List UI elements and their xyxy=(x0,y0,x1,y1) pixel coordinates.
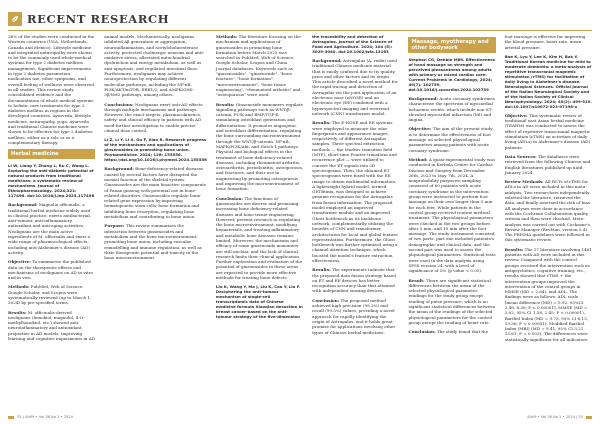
label: Results: xyxy=(312,120,331,126)
section-heading-massage: Massage, myotherapy and other bodywork xyxy=(408,37,495,53)
text: PubMed, Web of Science, Google Scholar, and Scopus were systematically reviewed (up to March 1, 2024) by pre-specified terms. xyxy=(8,284,92,306)
abstract-methods xyxy=(8,284,95,305)
citation: Liu K, Wang Y, Ma J, Liu K, Cao Y, Liu F. Deciphering the anti-tumour mechanism of single-cell transcriptomic data of Chinese medicine formula Xiaoqian decoction in breast cancer-based on the anti-tumour strategy of the five-dimension xyxy=(215,284,303,320)
footer-right xyxy=(527,415,592,419)
label: Objective: xyxy=(8,259,31,265)
text: The databases were retrieved from the following Chinese and English literatures published up until January 2024. xyxy=(504,153,591,175)
text: A quasi-experimental study was conducted in Kerbala Center for Cardiac Disease and Surgery from December 26th, 2023 to May 7th, 2024. A nonprobability purposive sampling consisted of 60 patients with acute coronary syndrome in the intervention group were instructed to perform foot massage on their own longer than 5 min for each feet. While patients in the control group received routine medical treatment. The physiological parameters were checked in the two groups before, after 5 min, and 10 min after the foot massage. The study instrument consisted of two parts: part one included patients's demographic and clinical data, and the second part was used to assess the physiological parameters. Statistical tests were used in the data analysis using SPSS version 24, with a level of significance of 5% (p value < 0.05). xyxy=(408,156,496,274)
paragraph: foot massage is effective for improving the blood pressure, heart rate, mean arterial pressure. xyxy=(504,34,586,50)
abstract-method xyxy=(408,157,495,274)
text: The functions of ginsenosides are diverse and promising, increasing bone deficiency-related diseases and bone tissue engineering. However, present research in regulating the bone microenvironment, modifying biomaterials, and treating inflammatory and metabolic bone diseases remains limited. Moreover, the mechanisms and efficacy of some ginsenoside monomers are still unclear, and the lack of clinical research limits their clinical application. Further exploration and evaluation of the potential of ginsenosides in these areas are expected to provide more effective methods for treating bone defects. xyxy=(215,195,303,281)
text: All RCTs of rTMS for ADLs in AD were included in this meta-analysis. Two researchers independently selected the literature, retrieved the data, and finally assessed the risk of bias. All analyses were done in accordance with the Cochrane Collaboration quality criteria and then were checked. Meta-analysis was carried out with Cochrane's Review Manager (RevMan, version 5.4). The PRISMA guidelines were followed in this systematic review. xyxy=(504,179,592,243)
text: The aim of the present study is to determine the effectiveness of foot massage on selected physiological parameters among patients with acute coronary syndrome. xyxy=(408,126,493,153)
section-heading-herbal-medicine: Herbal medicine xyxy=(8,149,95,159)
text: Bone-deficiency-related diseases caused by several factors have disrupted the normal function of the skeletal system. Ginsenosides are the main bioactive components of Panax ginseng with potential use in bone-related disorders. Ginsenosides regulate bone-related gene expression by improving hematopoietic stem cells' bone formation and inhibiting bone resorption, regulating bone metabolism and contributing to bone union. xyxy=(104,166,206,220)
abstract-conclusions xyxy=(104,102,207,134)
abstract-background xyxy=(8,202,95,255)
abstract-results xyxy=(505,247,592,342)
footer-left-text: 55 | AJHM • Vol 36 No 2 • 2024 xyxy=(17,415,73,419)
page-title: RECENT RESEARCH xyxy=(27,12,170,26)
text: M. officinalis-derived neolignans (honokiol, magnolol, 4-O-methylhonokiol, etc.) showed anti-neuroinflammatory and antioxidant properties in AD models, improving learning and cognitive impairments in AD xyxy=(8,309,95,342)
footer-right-text: AJHM • Vol 36 No 2 • 2024 | 55 xyxy=(527,415,583,419)
citation: Li W, Liang Y, Zhang L, Ru C, Wang L. Exploring the anti-diabetic potential of natural products from traditional medicines: a systematic review of mechanisms. Journal of Ethnopharmacology. 2024;321: 117496. doi:10.1016/j.jep.2023.117496 xyxy=(8,163,95,199)
text: The study found that the xyxy=(435,329,489,335)
citation: Stephan CG, Debbie MJM. Effectiveness of hand massage on strength and perceived pleasantness among adults with primary or mixed cardiac care: Current Problems in Cardiology. 2024; 49(7): 102759. doi:10.1016/j.cpcardiol.2024.102759 xyxy=(408,57,495,92)
label: Methods: xyxy=(215,34,238,39)
abstract-objective xyxy=(505,113,592,150)
text: The E-NOSE and EE systems were employed to measure the odor fingerprints and appearance images, respectively, of different Astragalus samples. Three spectral extraction methods — the Markov transition field (MTF), short-time Fourier transform and recurrence plot — were utilized to convert the ET signals into 2D spectrograms. Then, the obtained ET spectrograms were fused with the EE image to obtain multimodal information. A lightweight hybrid model, termed GETBtmix, was designed to achieve genuine recognition for the Astragalus from fusion information. The proposed model employed an improved transformer module and an improved Ghost bottleneck as its backbone network, complementarily utilizing the benefits of CNN and transformer architectures for local and global feature representation. Furthermore, the Ghost bottleneck was further optimized using a channel attention technique, which boosted the model's feature extraction effectiveness. xyxy=(312,120,398,263)
label: Conclusion: xyxy=(215,195,243,201)
label: Data Sources: xyxy=(504,153,537,159)
text: This review summarises the interaction between ginsenosides and metabolism and the bone microenvironment, promoting bone union, including vascular remodelling and immune regulation, as well as their therapeutic potential and toxicity in the bone microenvironment. xyxy=(104,223,202,261)
label: Results: xyxy=(504,246,524,252)
abstract-results-2 xyxy=(312,267,399,293)
text: Astragalus (A. radix) used traditional Chinese medicine material that is easily confused due to its quality, price and other factors and its origin. This article described a novel method for the rapid tracing and detection of Astragalus via the joint application of an electronic nose (eNOSE) and an electronic eye (EE) combined with a hyperspectral imaging and recurrent network (CNN) transformer model. xyxy=(312,58,398,116)
column-4 xyxy=(312,34,399,410)
text: The literature focusing on the mechanism and applications of ginsenosides in promoting bone formation before March 2023 was searched in PubMed, Web of Science, Google Scholar, Scopus and China Journal databases. Keywords such as "ginsenosides", "ginsenoside", "bone fracture", "bone formation", "microenvironment", "bone tissue engineering", "rheumatoid arthritis" and "osteoporosis" were used. xyxy=(215,34,301,98)
column-2 xyxy=(104,34,207,410)
label: Objective: xyxy=(504,112,528,118)
abstract-review-methods xyxy=(505,179,592,243)
abstract-objective xyxy=(8,259,95,280)
label: Background: xyxy=(104,166,134,172)
label: Conclusion: xyxy=(408,329,436,335)
abstract-background xyxy=(104,166,207,219)
label: Background: xyxy=(312,58,342,63)
column-3 xyxy=(216,34,303,410)
footer-accent-mark xyxy=(586,416,592,419)
column-6 xyxy=(505,34,592,410)
abstract-conclusion xyxy=(408,329,495,334)
abstract-methods xyxy=(216,34,303,98)
paragraph: animal models. Mechanistically, neolignans inhibited Aβ generation or aggregation, neuroinflammation, and acetylcholinesterase activity, protected cholinergic neurons and anti-oxidative stress, alleviated mitochondrial dysfunction and energy metabolism, as well as anti-apoptosis, and regulated intestinal flora. Furthermore, neolignans may achieve neuroprotection by regulating different molecular pathways, including the NF-κB, PI3K/AKT/mTOR, ERK1/2, and AMPK/GSK-3β/Nrf2 pathways, among others. xyxy=(104,34,205,98)
text: The proposed method achieved high precision (99.2%) and recall (99.5%) values, providing a novel approach for rapidly identifying the origin of Astragalus, and it holds great promise for applications involving other types of Chinese herbal medicines. xyxy=(312,297,396,335)
text: Neolignans exert anti-AD effects through multiple mechanisms and pathways. However, the exact targets, pharmacokinetics, safety, and clinical efficacy in patients with AD need further investigation to enable precise clinical dose control. xyxy=(104,101,203,134)
citation-continued: the traceability and detection of Astragalus. Journal of the Science of Food and Agriculture. 2024; 104 (5): 3029-3040. doi:10.1002/jsfa.13163 xyxy=(312,34,393,54)
text: The experiments indicate that the proposed data fusion strategy based on ET and EE devices has better recognition accuracy than that attained with independent sensing devices. xyxy=(312,267,396,294)
abstract-result xyxy=(408,278,495,326)
leaf-icon xyxy=(10,14,20,24)
citation: Li Z, Li Y, Li X, Gu F, Xiao R. Research progress of the mechanisms and applications of ginsenosides in promoting bone union. Phytomedicine. 2024; 128: 155556. https://doi.org/10.1016/j.phymed.2024.155556 xyxy=(104,137,207,163)
abstract-results xyxy=(216,102,303,192)
abstract-conclusion xyxy=(216,196,303,281)
column-5 xyxy=(408,34,495,410)
abstract-purpose xyxy=(104,223,207,260)
text: To summarise the published data on the therapeutic effects and mechanisms of neolignans on AD in vitro and in vivo. xyxy=(8,259,94,281)
label: Conclusions: xyxy=(104,101,134,107)
label: Objective: xyxy=(408,126,432,132)
text: There are significant statistical differences between the mean of the selected physiological parameter readings for the study group except reading of pulse pressure, which is no significant statistical differences between the mean of the readings of the selected physiological parameters for the control group except the reading of heart rate. xyxy=(408,277,496,325)
page-header xyxy=(8,8,592,31)
text: This systematic review of traditional east Asian herbal medicine (TEAHM) was conducted to assess the effect of repetitive transcranial magnetic stimulation (rTMS) on activities of daily living (ADLs) in Alzheimer's disease (AD) patients. xyxy=(504,112,591,150)
text: Magnolia officinalis, a traditional herbal medicine widely used in clinical practice, exerts antibacterial, anti-tumour, anti-inflammatory, antioxidant and anti-aging activities. Neolignans are the main active ingredients of M. officinalis and exert a wide range of pharmacological effects, including anti-Alzheimer's disease (AD) activity. xyxy=(8,202,91,255)
abstract-conclusion xyxy=(312,298,399,335)
citation: Bae K, Lyu Y, Lee K, Kim H, Bak Y. Traditional Korean medicine for mild to moderate dementia: a meta-analysis of repetitive transcranial magnetic stimulation (rTMS) for facilitation of daily living in Alzheimer's disease. Neurological Sciences. Official Journal of the Italian Neurological Society and of the Italian Society of Clinical Neurophysiology. 2024; 45(2): 499-519. doi:10.1007/s10072-023-07198-x xyxy=(504,53,592,109)
paragraph: 36% of the studies were conducted in the Western countries (USA, Netherlands, Canada and Mexico). Lifestyle medicine and integrated naturopathy were shown to be the commonly used whole-medical systems for type 2 diabetes mellitus management. Significant improvements in type 2 diabetes parameters, medication use, other symptoms, and overall feeling of wellness were observed in all studies. This review study consolidated evidence and the documentation of whole medical systems to holistic care treatments for type 2 diabetes mellitus in regions in the developed countries. Ayurveda, lifestyle medicine, naturopathy, yoga, Ayurveda and traditional Chinese medicine were shown to be effective for type 2 diabetes mellitus, either as a sole or as a complementary therapy. xyxy=(8,34,95,145)
label: Methods: xyxy=(8,284,30,290)
label: Results: xyxy=(312,267,331,273)
label: Results: xyxy=(8,309,27,315)
abstract-objective xyxy=(408,126,495,152)
footer-left xyxy=(8,415,73,419)
footer-accent-mark xyxy=(8,416,14,419)
label: Background: xyxy=(408,96,438,101)
abstract-results xyxy=(312,120,399,263)
text: Ginsenoside monomers regulate signalling pathways such as WNT/β-catenin, PI3K and BMP/TGF-β, stimulating osteoblast generation and differentiation. It promotes angiogenic and osteoblast differentiation, regulating the bone surrounding microenvironment through the WNT/β-catenin, NF-κB, MAPK/PI3K/Akt, and Notch-1 pathways. Physical and biological effects in the treatment of bone-deficiency-related diseases, including rheumatoid arthritis, osteoarthritis, periodontitis, osteoporosis, and fractures, and their use in engineering by promoting osteogenesis and improving the microenvironment of bone formation. xyxy=(215,101,304,192)
label: Review Methods: xyxy=(504,179,544,185)
abstract-background xyxy=(408,96,495,122)
label: Conclusion: xyxy=(312,297,340,303)
text: Acute coronary syndromes characterise the spectrum of myocardial ischaemic events, which include non-ST-elevated myocardial infarction (MI) and angina. xyxy=(408,96,495,123)
page-footer xyxy=(8,414,592,420)
article-columns xyxy=(8,34,592,410)
abstract-data-sources xyxy=(505,154,592,175)
label: Result: xyxy=(408,277,425,283)
journal-logo xyxy=(8,12,22,26)
abstract-background xyxy=(312,58,399,116)
label: Background: xyxy=(8,202,38,208)
label: Results: xyxy=(215,101,235,107)
column-1 xyxy=(8,34,95,410)
text: The 17 literature involving 1461 patients with AD were included in this review. Compared with the control groups received the intervention such as antipsychotics, cognitive training, etc., results showed that rTMS + the intervention groups improved the intervention of the control groups in MMSE (MD = 2.64), and ADL. The findings were as follows: ADL scale [mean difference (MD) = 5.92, 95%CI 3.48, 8.36; P < 0.00001], MMSE (MD = 2.02, 95% CI 1.58, 2.45; P < 0.00001), Barthel Index (MD = 9.75, 95% CI 6.13, 13.36; P < 0.00001), Modified Barthel Index (MBI) (MD = 9.41, 95% CI 3.21, 15.61; P = 0.003). The differences were statistically significant for all indicators. xyxy=(504,246,592,342)
label: Purpose: xyxy=(104,223,125,229)
abstract-results xyxy=(8,310,95,342)
label: Method: xyxy=(408,156,428,162)
